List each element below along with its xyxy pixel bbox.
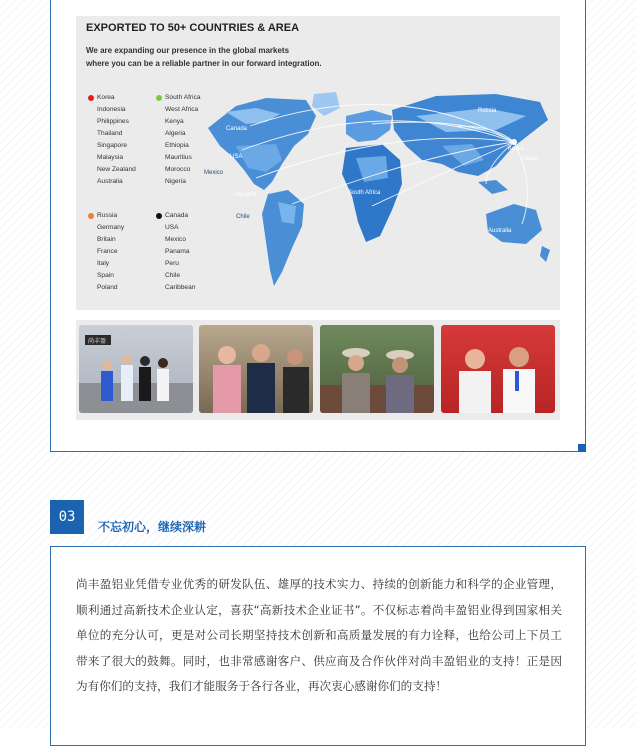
legend-item: Chile xyxy=(165,272,181,279)
export-subtitle-line1: We are expanding our presence in the global markets xyxy=(86,46,290,55)
map-label: Russia xyxy=(478,108,497,114)
photo-sign-text: 尚丰盈 xyxy=(88,338,107,345)
map-label: USA xyxy=(230,154,243,160)
legend-item: Algeria xyxy=(165,130,186,137)
red-dot-icon xyxy=(88,95,94,101)
legend-item: Australia xyxy=(97,178,123,185)
legend-item: Poland xyxy=(97,284,118,291)
export-subtitle-line2: where you can be a reliable partner in our forward integration. xyxy=(86,59,322,68)
photo-team-red xyxy=(441,325,555,413)
legend-item: Britain xyxy=(97,236,116,243)
legend-item: Singapore xyxy=(97,142,128,149)
legend-item: Panama xyxy=(165,248,190,255)
legend-item: West Africa xyxy=(165,106,199,113)
green-dot-icon xyxy=(156,95,162,101)
map-label: South Africa xyxy=(348,190,381,196)
legend-item: Italy xyxy=(97,260,110,267)
legend-item: Indonesia xyxy=(97,106,126,113)
export-map-card xyxy=(76,16,560,310)
section-title: 不忘初心，继续深耕 xyxy=(98,520,207,534)
map-label: Chile xyxy=(236,214,250,220)
map-label: Japan xyxy=(522,156,539,162)
legend-item: Caribbean xyxy=(165,284,196,291)
legend-group-canada xyxy=(156,210,195,294)
legend-item: Mauritius xyxy=(165,154,192,161)
legend-item: Mexico xyxy=(165,236,186,243)
map-label: Mexico xyxy=(204,170,224,176)
legend-group-russia xyxy=(88,210,124,294)
legend-header: Russia xyxy=(97,212,118,219)
map-label: Panama xyxy=(234,192,257,198)
legend-item: France xyxy=(97,248,118,255)
legend-group-south-africa xyxy=(156,92,201,188)
frame-corner-marker xyxy=(578,444,586,452)
orange-dot-icon xyxy=(88,213,94,219)
legend-item: Germany xyxy=(97,224,125,231)
legend-item: Spain xyxy=(97,272,114,279)
legend-item: Malaysia xyxy=(97,154,124,161)
photo-team-couch xyxy=(199,325,313,413)
legend-item: Kenya xyxy=(165,118,184,125)
legend-item: Thailand xyxy=(97,130,123,137)
legend-header: South Africa xyxy=(165,94,201,101)
legend-item: New Zealand xyxy=(97,166,136,173)
legend-group-korea xyxy=(88,92,136,188)
legend-header: Korea xyxy=(97,94,115,101)
photo-team-hats xyxy=(320,325,434,413)
black-dot-icon xyxy=(156,213,162,219)
legend-header: Canada xyxy=(165,212,189,219)
legend-item: Morocco xyxy=(165,166,191,173)
legend-item: USA xyxy=(165,224,179,231)
legend-item: Nigeria xyxy=(165,178,186,185)
legend-item: Peru xyxy=(165,260,179,267)
export-subtitle xyxy=(86,44,322,70)
section-body-text: 尚丰盈铝业凭借专业优秀的研发队伍、雄厚的技术实力、持续的创新能力和科学的企业管理，顺利通过高新技术企业认定，喜获“高新技术企业证书”。不仅标志着尚丰盈铝业得到国家相关单位的充分认可，更是对公司长期坚持技术创新和高质量发展的有力诠释，也给公司上下员工带来了很大的鼓舞。同时，也非常感谢客户、供应商及合作伙伴对尚丰盈铝业的支持！正是因为有你们的支持，我们才能服务于各行各业，再次衷心感谢你们的支持！ xyxy=(76,577,562,693)
world-map-icon xyxy=(196,86,556,296)
map-label: Australia xyxy=(488,228,512,234)
section-number-badge: 03 xyxy=(50,500,84,534)
map-label: Korea xyxy=(508,146,525,152)
export-heading: EXPORTED TO 50+ COUNTRIES & AREA xyxy=(86,22,300,34)
legend-item: Philippines xyxy=(97,118,129,125)
legend-item: Ethiopia xyxy=(165,142,189,149)
photo-team-office xyxy=(79,325,193,413)
photo-strip xyxy=(76,320,560,420)
map-label: Canada xyxy=(226,126,248,132)
